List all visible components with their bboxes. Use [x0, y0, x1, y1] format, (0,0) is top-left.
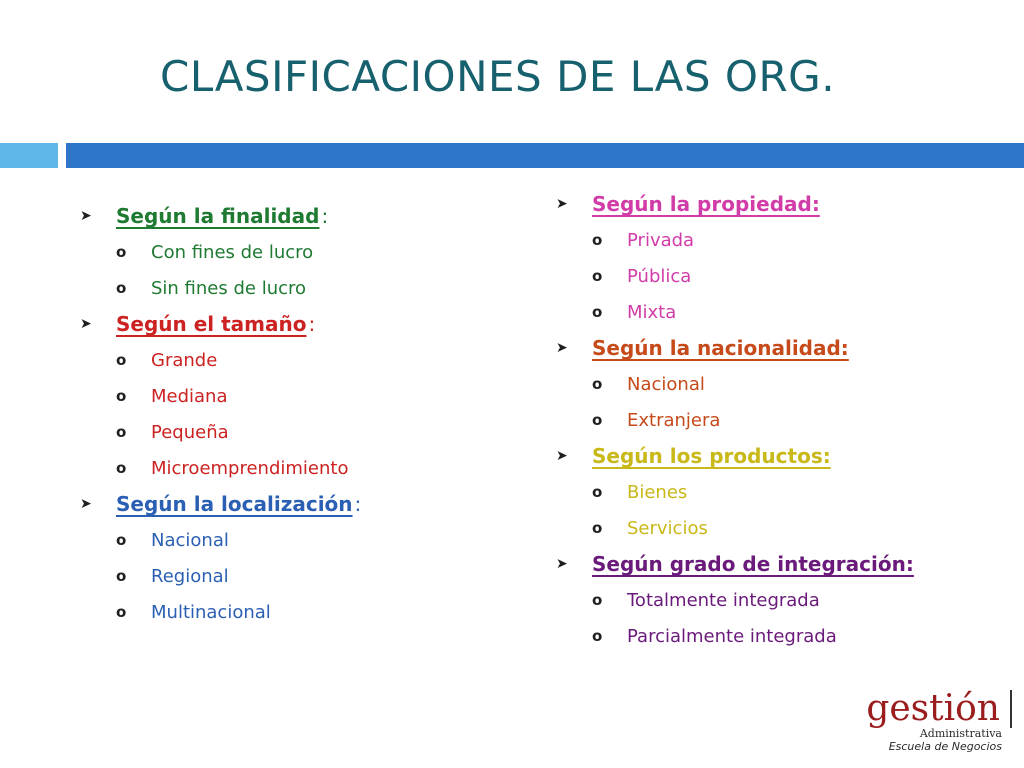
list-item [556, 222, 996, 258]
item-list [556, 582, 996, 654]
heading-colon: : [321, 204, 329, 228]
item-text: Pública [627, 265, 692, 287]
item-list [556, 222, 996, 330]
header-bar-accent [0, 143, 58, 168]
item-text: Totalmente integrada [627, 589, 820, 611]
circle-bullet-icon: o [592, 267, 603, 285]
item-text: Nacional [627, 373, 705, 395]
logo-word: gestión [862, 690, 1012, 728]
item-text: Extranjera [627, 409, 721, 431]
circle-bullet-icon: o [592, 519, 603, 537]
list-item [80, 522, 520, 558]
header-bar [66, 143, 1024, 168]
section-heading [556, 186, 996, 222]
item-text: Parcialmente integrada [627, 625, 837, 647]
section-finalidad [80, 198, 520, 306]
circle-bullet-icon: o [592, 627, 603, 645]
arrow-bullet-icon: ➤ [556, 340, 568, 356]
list-item [80, 378, 520, 414]
circle-bullet-icon: o [592, 375, 603, 393]
list-item [80, 558, 520, 594]
arrow-bullet-icon: ➤ [556, 556, 568, 572]
list-item [556, 294, 996, 330]
heading-text: Según la propiedad: [592, 192, 820, 216]
item-text: Con fines de lucro [151, 241, 314, 263]
circle-bullet-icon: o [116, 387, 127, 405]
section-heading [556, 438, 996, 474]
section-integracion [556, 546, 996, 654]
heading-colon: : [354, 492, 362, 516]
list-item [80, 234, 520, 270]
circle-bullet-icon: o [592, 591, 603, 609]
item-list [80, 234, 520, 306]
circle-bullet-icon: o [592, 483, 603, 501]
heading-text: Según la nacionalidad: [592, 336, 849, 360]
item-text: Microemprendimiento [151, 457, 349, 479]
list-item [556, 366, 996, 402]
section-propiedad [556, 186, 996, 330]
item-text: Privada [627, 229, 695, 251]
heading-text: Según el tamaño [116, 312, 307, 336]
list-item [556, 402, 996, 438]
item-text: Nacional [151, 529, 229, 551]
item-list [80, 522, 520, 630]
item-text: Sin fines de lucro [151, 277, 307, 299]
item-list [556, 474, 996, 546]
arrow-bullet-icon: ➤ [80, 208, 92, 224]
heading-text: Según los productos: [592, 444, 831, 468]
arrow-bullet-icon: ➤ [80, 316, 92, 332]
item-text: Mediana [151, 385, 228, 407]
gestion-logo [862, 690, 1012, 758]
section-heading [556, 546, 996, 582]
logo-tagline: Escuela de Negocios [888, 740, 1002, 753]
item-text: Pequeña [151, 421, 229, 443]
section-heading [80, 198, 520, 234]
heading-text: Según la finalidad [116, 204, 320, 228]
item-text: Grande [151, 349, 218, 371]
list-item [80, 414, 520, 450]
circle-bullet-icon: o [116, 603, 127, 621]
arrow-bullet-icon: ➤ [80, 496, 92, 512]
list-item [556, 618, 996, 654]
section-heading [556, 330, 996, 366]
arrow-bullet-icon: ➤ [556, 196, 568, 212]
heading-colon: : [308, 312, 316, 336]
slide-title: CLASIFICACIONES DE LAS ORG. [160, 52, 836, 101]
circle-bullet-icon: o [116, 531, 127, 549]
circle-bullet-icon: o [116, 423, 127, 441]
list-item [80, 450, 520, 486]
list-item [556, 510, 996, 546]
logo-subtitle: Administrativa [919, 727, 1002, 740]
list-item [80, 342, 520, 378]
circle-bullet-icon: o [116, 567, 127, 585]
item-text: Servicios [627, 517, 708, 539]
item-text: Mixta [627, 301, 677, 323]
section-heading [80, 306, 520, 342]
list-item [556, 582, 996, 618]
arrow-bullet-icon: ➤ [556, 448, 568, 464]
list-item [556, 258, 996, 294]
circle-bullet-icon: o [592, 411, 603, 429]
circle-bullet-icon: o [116, 459, 127, 477]
circle-bullet-icon: o [592, 303, 603, 321]
section-tamano [80, 306, 520, 486]
list-item [80, 270, 520, 306]
circle-bullet-icon: o [116, 351, 127, 369]
section-nacionalidad [556, 330, 996, 438]
circle-bullet-icon: o [592, 231, 603, 249]
list-item [80, 594, 520, 630]
item-list [80, 342, 520, 486]
circle-bullet-icon: o [116, 243, 127, 261]
item-text: Bienes [627, 481, 688, 503]
circle-bullet-icon: o [116, 279, 127, 297]
left-column [80, 198, 520, 630]
section-heading [80, 486, 520, 522]
item-text: Multinacional [151, 601, 271, 623]
item-text: Regional [151, 565, 229, 587]
right-column [556, 186, 996, 654]
section-productos [556, 438, 996, 546]
list-item [556, 474, 996, 510]
heading-text: Según grado de integración: [592, 552, 914, 576]
heading-text: Según la localización [116, 492, 353, 516]
item-list [556, 366, 996, 438]
section-localizacion [80, 486, 520, 630]
